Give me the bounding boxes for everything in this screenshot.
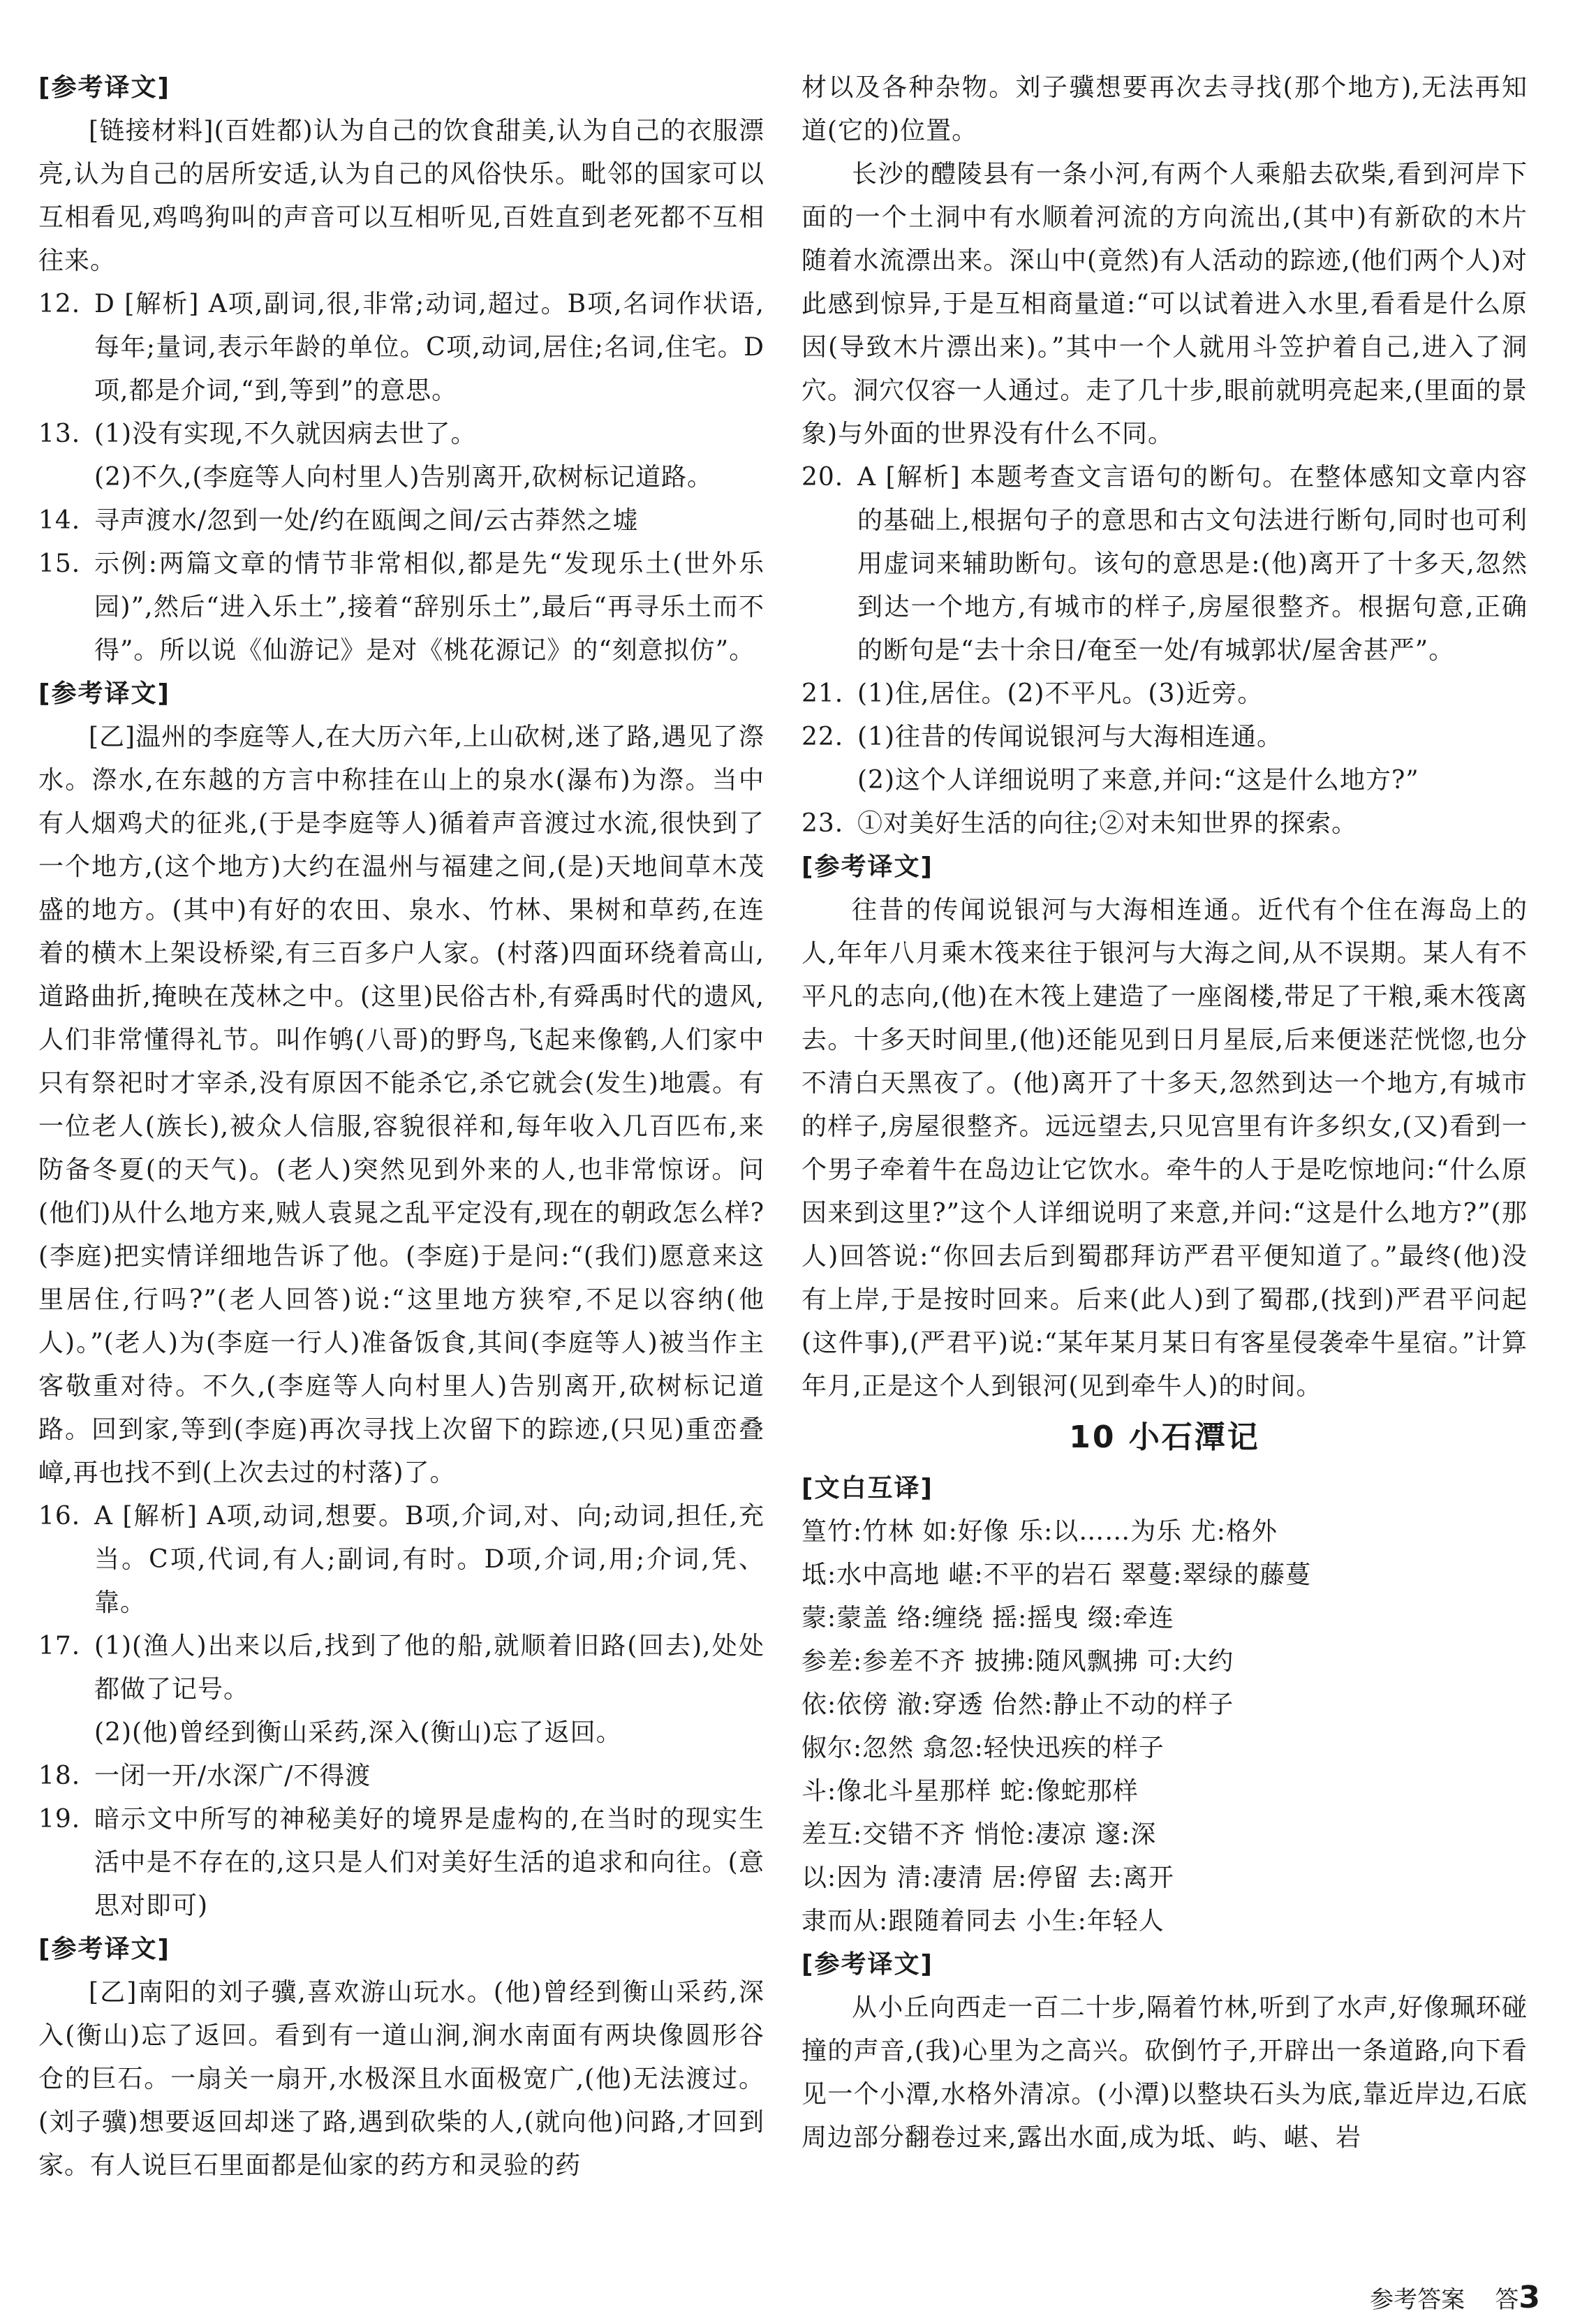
translation-paragraph: 长沙的醴陵县有一条小河,有两个人乘船去砍柴,看到河岸下面的一个土洞中有水顺着河流的方向流出,(其中)有新砍的木片随着水流漂出来。深山中(竟然)有人活动的踪迹,(他们两个人)对此感到惊异,于是互相商量道:“可以试着进入水里,看看是什么原因(导致木片漂出来)。”其中一个人就用斗笠护着自己,进入了洞穴。洞穴仅容一人通过。走了几十步,眼前就明亮起来,(里面的景象)与外面的世界没有什么不同。 [801, 160, 1528, 448]
answer-item-12 [38, 283, 764, 413]
section-heading: [参考译文] [38, 1935, 170, 1963]
translation-paragraph: [乙]温州的李庭等人,在大历六年,上山砍树,迷了路,遇见了漈水。漈水,在东越的方言中称挂在山上的泉水(瀑布)为漈。当中有人烟鸡犬的征兆,(于是李庭等人)循着声音渡过水流,很快到了一个地方,(这个地方)大约在温州与福建之间,(是)天地间草木茂盛的地方。(其中)有好的农田、泉水、竹林、果树和草药,在连着的横木上架设桥梁,有三百多户人家。(村落)四面环绕着高山,道路曲折,掩映在茂林之中。(这里)民俗古朴,有舜禹时代的遗风,人们非常懂得礼节。叫作鸲(八哥)的野鸟,飞起来像鹤,人们家中只有祭祀时才宰杀,没有原因不能杀它,杀它就会(发生)地震。有一位老人(族长),被众人信服,容貌很祥和,每年收入几百匹布,来防备冬夏(的天气)。(老人)突然见到外来的人,也非常惊讶。问(他们)从什么地方来,贼人袁晁之乱平定没有,现在的朝政怎么样?(李庭)把实情详细地告诉了他。(李庭)于是问:“(我们)愿意来这里居住,行吗?”(老人回答)说:“这里地方狭窄,不足以容纳(他人)。”(老人)为(李庭一行人)准备饭食,其间(李庭等人)被当作主客敬重对待。不久,(李庭等人向村里人)告别离开,砍树标记道路。回到家,等到(李庭)再次寻找上次留下的踪迹,(只见)重峦叠嶂,再也找不到(上次去过的村落)了。 [38, 723, 764, 1487]
section-heading: [文白互译] [801, 1474, 933, 1503]
gloss-line: 俶尔:忽然 翕忽:轻快迅疾的样子 [801, 1734, 1165, 1762]
translation-paragraph: [乙]南阳的刘子骥,喜欢游山玩水。(他)曾经到衡山采药,深入(衡山)忘了返回。看到有一道山涧,涧水南面有两块像圆形谷仓的巨石。一扇关一扇开,水极深且水面极宽广,(他)无法渡过。(刘子骥)想要返回却迷了路,遇到砍柴的人,(就向他)问路,才回到家。有人说巨石里面都是仙家的药方和灵验的药 [38, 1978, 764, 2180]
item-number: 15. [38, 550, 81, 578]
item-text: (1)往昔的传闻说银河与大海相连通。 [857, 723, 1283, 751]
gloss-line: 以:因为 清:凄清 居:停留 去:离开 [801, 1864, 1174, 1892]
section-heading: [参考译文] [801, 853, 933, 881]
item-text: 暗示文中所写的神秘美好的境界是虚构的,在当时的现实生活中是不存在的,这只是人们对美好生活的追求和向往。(意思对即可) [94, 1805, 764, 1920]
page-number: 3 [1519, 2280, 1540, 2315]
gloss-line: 依:依傍 澈:穿透 佁然:静止不动的样子 [801, 1690, 1234, 1719]
right-column [801, 66, 1528, 2160]
answer-item-23 [801, 802, 1528, 846]
item-number: 18. [38, 1762, 81, 1790]
section-heading: [参考译文] [38, 73, 170, 102]
page-prefix: 答 [1495, 2286, 1519, 2314]
left-column [38, 66, 764, 2188]
item-text: A [解析] 本题考查文言语句的断句。在整体感知文章内容的基础上,根据句子的意思和古文句法进行断句,同时也可利用虚词来辅助断句。该句的意思是:(他)离开了十多天,忽然到达一个地方,有城市的样子,房屋很整齐。根据句意,正确的断句是“去十余日/奄至一处/有城郭状/屋舍甚严”。 [857, 463, 1528, 665]
item-number: 16. [38, 1502, 81, 1531]
item-number: 21. [801, 679, 844, 708]
item-number: 14. [38, 506, 81, 535]
answer-item-22-part2: (2)这个人详细说明了来意,并问:“这是什么地方?” [857, 766, 1419, 795]
answer-item-18 [38, 1755, 764, 1798]
item-text: A [解析] A项,动词,想要。B项,介词,对、向;动词,担任,充当。C项,代词,有人;副词,有时。D项,介词,用;介词,凭、靠。 [94, 1502, 764, 1617]
gloss-line: 篁竹:竹林 如:好像 乐:以……为乐 尤:格外 [801, 1517, 1278, 1546]
translation-paragraph-continued: 材以及各种杂物。刘子骥想要再次去寻找(那个地方),无法再知道(它的)位置。 [801, 73, 1528, 145]
answer-item-21 [801, 672, 1528, 716]
section-heading: [参考译文] [801, 1950, 933, 1979]
item-number: 12. [38, 290, 81, 318]
page-footer [1370, 2280, 1540, 2315]
answer-item-20 [801, 456, 1528, 672]
gloss-line: 隶而从:跟随着同去 小生:年轻人 [801, 1907, 1165, 1935]
answer-item-15 [38, 543, 764, 672]
gloss-line: 坻:水中高地 嵁:不平的岩石 翠蔓:翠绿的藤蔓 [801, 1561, 1312, 1589]
answer-item-22 [801, 716, 1528, 759]
section-heading: [参考译文] [38, 679, 170, 708]
translation-paragraph: 往昔的传闻说银河与大海相连通。近代有个住在海岛上的人,年年八月乘木筏来往于银河与大海之间,从不误期。某人有不平凡的志向,(他)在木筏上建造了一座阁楼,带足了干粮,乘木筏离去。十多天时间里,(他)还能见到日月星辰,后来便迷茫恍惚,也分不清白天黑夜了。(他)离开了十多天,忽然到达一个地方,有城市的样子,房屋很整齐。远远望去,只见宫里有许多织女,(又)看到一个男子牵着牛在岛边让它饮水。牵牛的人于是吃惊地问:“什么原因来到这里?”这个人详细说明了来意,并问:“这是什么地方?”(那人)回答说:“你回去后到蜀郡拜访严君平便知道了。”最终(他)没有上岸,于是按时回来。后来(此人)到了蜀郡,(找到)严君平问起(这件事),(严君平)说:“某年某月某日有客星侵袭牵牛星宿。”计算年月,正是这个人到银河(见到牵牛人)的时间。 [801, 896, 1528, 1401]
item-text: 示例:两篇文章的情节非常相似,都是先“发现乐土(世外乐园)”,然后“进入乐土”,接着“辞别乐土”,最后“再寻乐土而不得”。所以说《仙游记》是对《桃花源记》的“刻意拟仿”。 [94, 550, 764, 665]
item-text: (1)(渔人)出来以后,找到了他的船,就顺着旧路(回去),处处都做了记号。 [94, 1632, 764, 1704]
answer-item-14 [38, 499, 764, 543]
translation-paragraph: [链接材料](百姓都)认为自己的饮食甜美,认为自己的衣服漂亮,认为自己的居所安适,认为自己的风俗快乐。毗邻的国家可以互相看见,鸡鸣狗叫的声音可以互相听见,百姓直到老死都不互相往来。 [38, 117, 764, 275]
answer-item-13-part2: (2)不久,(李庭等人向村里人)告别离开,砍树标记道路。 [94, 463, 713, 492]
gloss-line: 参差:参差不齐 披拂:随风飘拂 可:大约 [801, 1647, 1234, 1676]
item-text: D [解析] A项,副词,很,非常;动词,超过。B项,名词作状语,每年;量词,表示年龄的单位。C项,动词,居住;名词,住宅。D项,都是介词,“到,等到”的意思。 [94, 290, 764, 405]
footer-label: 参考答案 [1370, 2286, 1465, 2314]
item-text: (1)住,居住。(2)不平凡。(3)近旁。 [857, 679, 1264, 708]
item-number: 19. [38, 1805, 81, 1834]
item-number: 17. [38, 1632, 81, 1660]
item-text: ①对美好生活的向往;②对未知世界的探索。 [857, 809, 1358, 838]
answer-item-17-part2: (2)(他)曾经到衡山采药,深入(衡山)忘了返回。 [94, 1718, 622, 1747]
answer-item-17 [38, 1625, 764, 1711]
item-number: 23. [801, 809, 844, 838]
gloss-line: 蒙:蒙盖 络:缠绕 摇:摇曳 缀:牵连 [801, 1604, 1174, 1632]
lesson-title: 10 小石潭记 [1069, 1419, 1260, 1455]
translation-paragraph: 从小丘向西走一百二十步,隔着竹林,听到了水声,好像珮环碰撞的声音,(我)心里为之高兴。砍倒竹子,开辟出一条道路,向下看见一个小潭,水格外清凉。(小潭)以整块石头为底,靠近岸边,石底周边部分翻卷过来,露出水面,成为坻、屿、嵁、岩 [801, 1993, 1528, 2152]
gloss-line: 差互:交错不齐 悄怆:凄凉 邃:深 [801, 1820, 1157, 1849]
answer-item-16 [38, 1495, 764, 1625]
item-text: (1)没有实现,不久就因病去世了。 [94, 420, 477, 448]
gloss-list [801, 1510, 1528, 1943]
item-text: 寻声渡水/忽到一处/约在瓯闽之间/云古莽然之墟 [94, 506, 639, 535]
answer-item-13 [38, 413, 764, 456]
item-text: 一闭一开/水深广/不得渡 [94, 1762, 371, 1790]
item-number: 22. [801, 723, 844, 751]
item-number: 20. [801, 463, 844, 492]
gloss-line: 斗:像北斗星那样 蛇:像蛇那样 [801, 1777, 1139, 1806]
answer-item-19 [38, 1798, 764, 1928]
item-number: 13. [38, 420, 81, 448]
